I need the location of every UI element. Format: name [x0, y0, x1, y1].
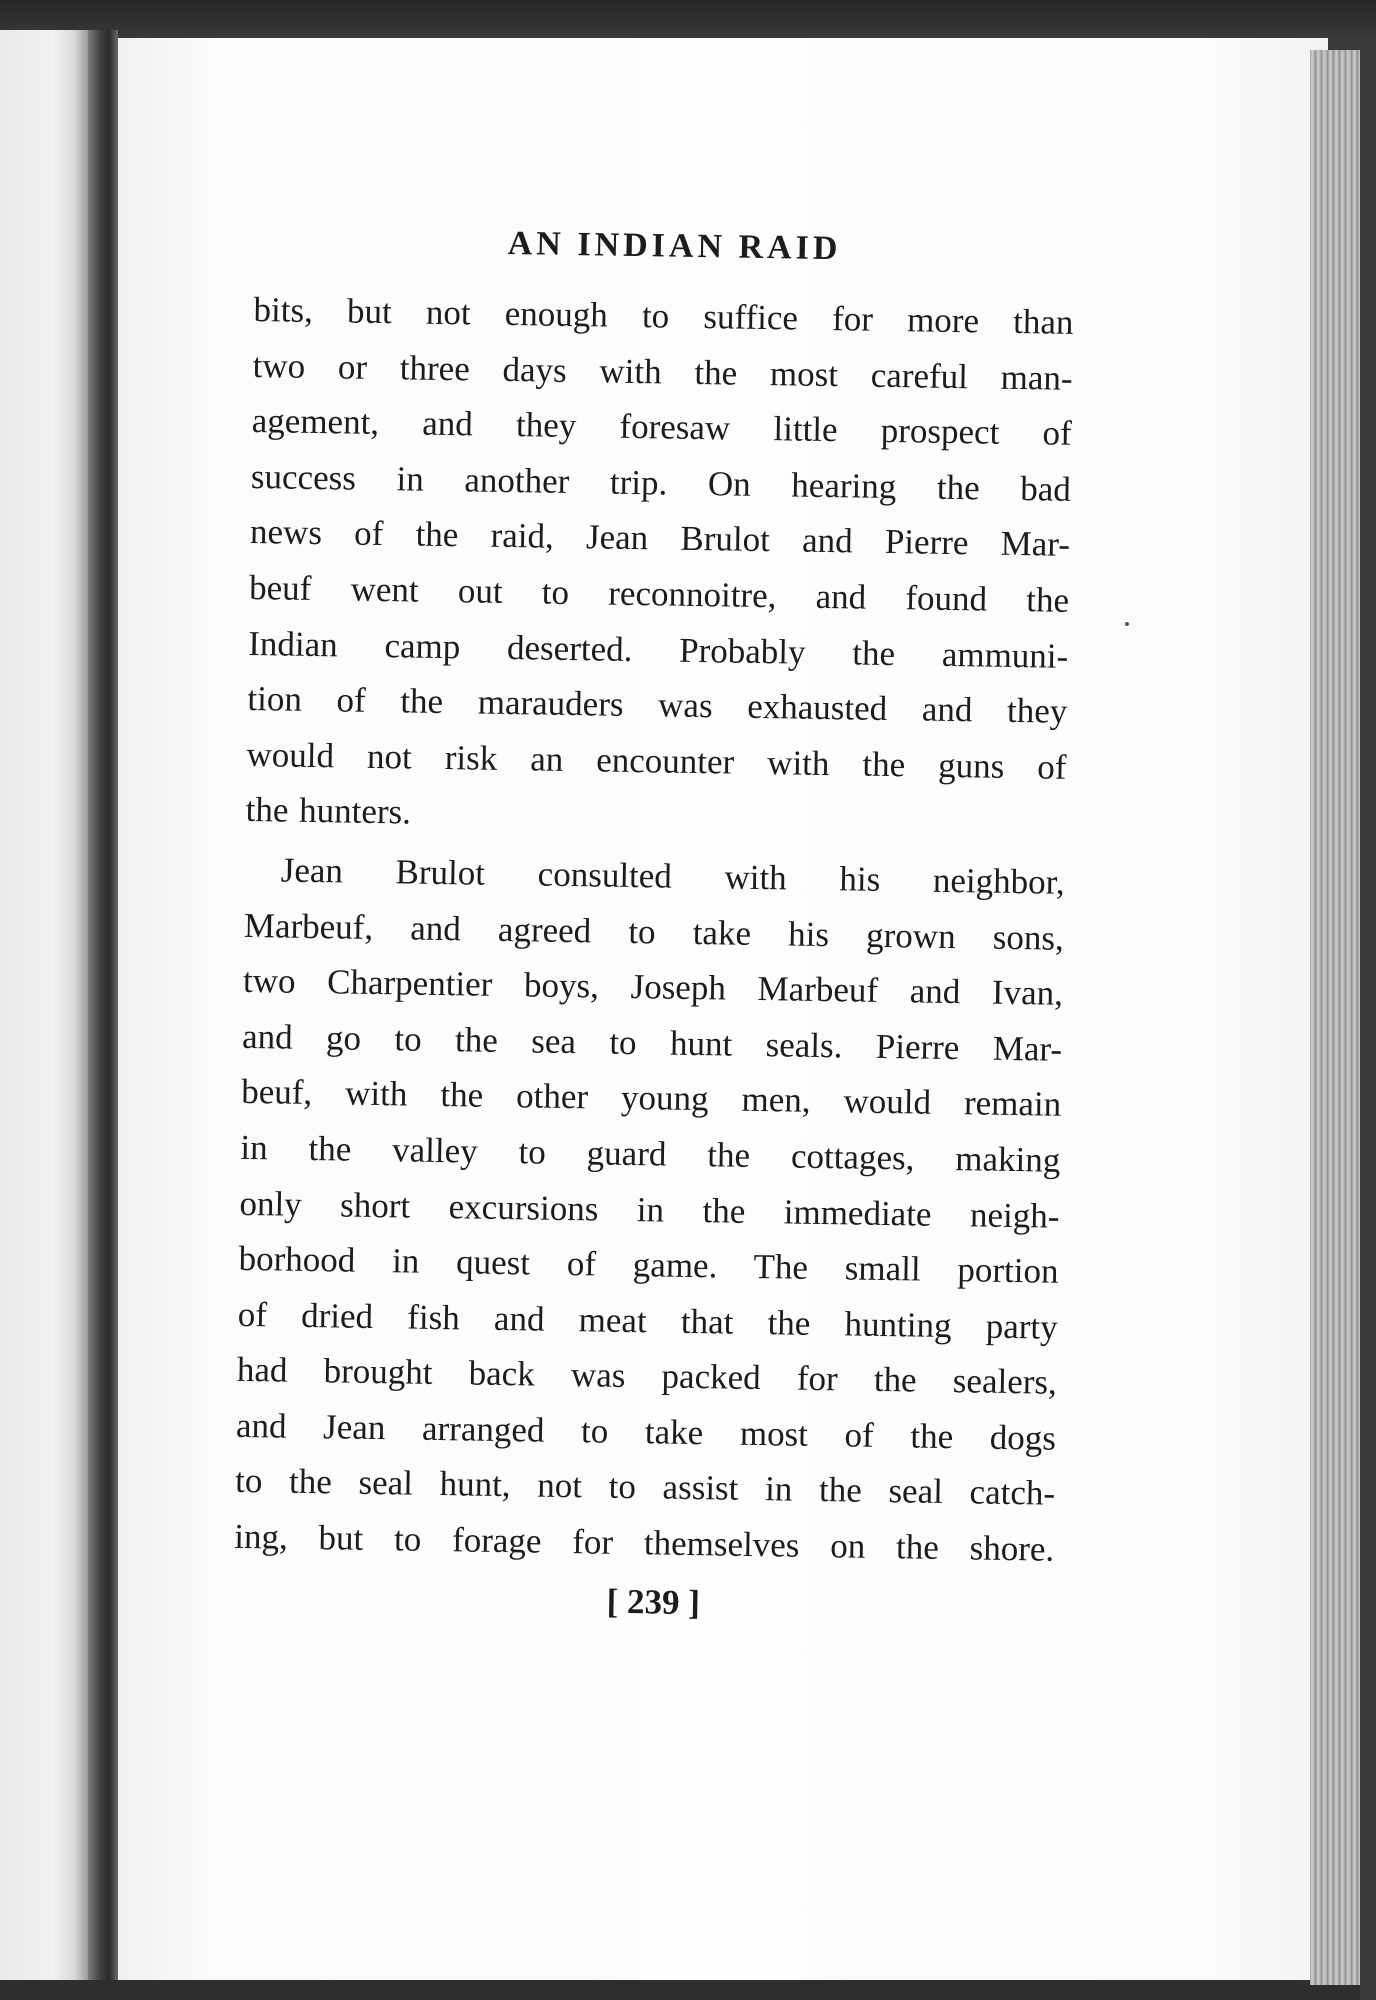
- text-line: bits, but not enough to suffice for more than: [253, 289, 1074, 342]
- text-line: of dried fish and meat that the hunting party: [237, 1294, 1058, 1347]
- text-line: the hunters.: [245, 790, 412, 832]
- page-text: [233, 218, 1075, 1633]
- ink-speck: [1125, 622, 1129, 626]
- text-line: to the seal hunt, not to assist in the seal catch-: [234, 1461, 1056, 1514]
- paragraph-1: [245, 282, 1074, 851]
- facing-page-edge: [0, 30, 88, 1980]
- text-line: in the valley to guard the cottages, making: [240, 1127, 1061, 1180]
- text-line: two or three days with the most careful man-: [252, 345, 1073, 398]
- paragraph-2: [234, 842, 1065, 1578]
- text-line: only short excursions in the immediate neigh-: [239, 1183, 1060, 1236]
- text-line: Jean Brulot consulted with his neighbor,: [280, 850, 1065, 902]
- text-line: beuf went out to reconnoitre, and found the: [248, 567, 1070, 620]
- text-line: Indian camp deserted. Probably the ammuni-: [248, 623, 1069, 676]
- text-line: agement, and they foresaw little prospect of: [251, 401, 1073, 454]
- text-line: tion of the marauders was exhausted and they: [247, 679, 1068, 731]
- text-line: two Charpentier boys, Joseph Marbeuf and Ivan,: [242, 961, 1064, 1013]
- book-gutter: [88, 30, 118, 1980]
- text-line: Marbeuf, and agreed to take his grown sons,: [243, 905, 1065, 958]
- text-line: success in another trip. On hearing the bad: [250, 456, 1072, 509]
- text-line: news of the raid, Jean Brulot and Pierre Mar-: [249, 512, 1071, 565]
- text-line: would not risk an encounter with the guns of: [246, 734, 1067, 787]
- page-edge-shadow: [1360, 40, 1376, 2000]
- text-line: ing, but to forage for themselves on the shore.: [233, 1516, 1055, 1569]
- text-line: borhood in quest of game. The small portion: [238, 1238, 1059, 1291]
- text-line: had brought back was packed for the sealers,: [236, 1350, 1058, 1403]
- text-line: beuf, with the other young men, would remain: [240, 1072, 1062, 1125]
- text-line: and Jean arranged to take most of the dogs: [235, 1405, 1057, 1458]
- text-line: and go to the sea to hunt seals. Pierre Mar-: [241, 1016, 1063, 1069]
- running-head: AN INDIAN RAID: [507, 224, 842, 268]
- page-number: [ 239 ]: [606, 1581, 701, 1622]
- page-edges: [1310, 50, 1360, 1985]
